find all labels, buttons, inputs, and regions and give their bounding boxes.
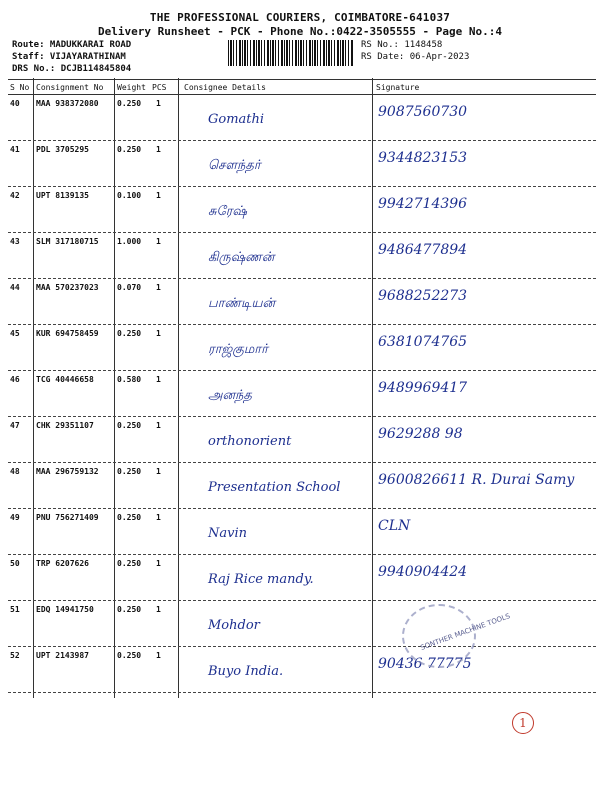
row-sno: 46	[10, 375, 20, 384]
rs-no: RS No.: 1148458	[361, 40, 443, 50]
row-sno: 42	[10, 191, 20, 200]
row-consignment: PDL 3705295	[36, 145, 89, 154]
col-sno: S No	[10, 83, 30, 92]
staff-label: Staff: VIJAYARATHINAM	[12, 52, 126, 62]
table-row	[8, 646, 596, 693]
consignee-name: சுரேஷ்	[208, 204, 247, 219]
row-pcs: 1	[156, 467, 161, 476]
stamp-text: SONTHER MACHINE TOOLS	[419, 612, 512, 652]
row-weight: 0.250	[117, 421, 142, 430]
signature: 9629288 98	[378, 426, 463, 442]
row-consignment: UPT 8139135	[36, 191, 89, 200]
row-sno: 51	[10, 605, 20, 614]
row-weight: 0.250	[117, 513, 142, 522]
consignee-name: Mohdor	[208, 618, 260, 633]
consignee-name: சௌந்தர்	[208, 158, 261, 173]
table-row	[8, 554, 596, 601]
row-pcs: 1	[156, 421, 161, 430]
row-consignment: CHK 29351107	[36, 421, 94, 430]
row-pcs: 1	[156, 237, 161, 246]
row-pcs: 1	[156, 99, 161, 108]
row-pcs: 1	[156, 329, 161, 338]
signature: 9087560730	[378, 104, 468, 120]
row-weight: 0.250	[117, 329, 142, 338]
col-consignee: Consignee Details	[184, 83, 266, 92]
row-weight: 0.250	[117, 651, 142, 660]
barcode	[228, 40, 354, 66]
table-row	[8, 94, 596, 141]
row-weight: 0.250	[117, 605, 142, 614]
row-consignment: PNU 756271409	[36, 513, 99, 522]
table-row	[8, 232, 596, 279]
row-sno: 40	[10, 99, 20, 108]
row-weight: 0.250	[117, 145, 142, 154]
row-consignment: TRP 6207626	[36, 559, 89, 568]
table-row	[8, 508, 596, 555]
row-sno: 48	[10, 467, 20, 476]
consignee-name: அனந்த	[208, 388, 252, 403]
signature: CLN	[378, 518, 411, 534]
table-row	[8, 324, 596, 371]
consignee-name: கிருஷ்ணன்	[208, 250, 275, 265]
row-pcs: 1	[156, 513, 161, 522]
signature: 9344823153	[378, 150, 468, 166]
table-row	[8, 278, 596, 325]
row-pcs: 1	[156, 559, 161, 568]
row-weight: 1.000	[117, 237, 142, 246]
runsheet-subtitle: Delivery Runsheet - PCK - Phone No.:0422-3505555 - Page No.:4	[98, 25, 502, 38]
signature: 9940904424	[378, 564, 468, 580]
row-consignment: MAA 570237023	[36, 283, 99, 292]
col-pcs: PCS	[152, 83, 167, 92]
consignee-name: பாண்டியன்	[208, 296, 276, 311]
row-consignment: KUR 694758459	[36, 329, 99, 338]
table-row	[8, 416, 596, 463]
col-consignment: Consignment No	[36, 83, 104, 92]
row-consignment: SLM 317180715	[36, 237, 99, 246]
row-sno: 52	[10, 651, 20, 660]
drs-label: DRS No.: DCJB114845804	[12, 64, 132, 74]
row-pcs: 1	[156, 145, 161, 154]
row-pcs: 1	[156, 191, 161, 200]
row-weight: 0.250	[117, 559, 142, 568]
col-signature: Signature	[376, 83, 420, 92]
row-pcs: 1	[156, 375, 161, 384]
row-sno: 44	[10, 283, 20, 292]
table-row	[8, 600, 596, 647]
consignee-name: Raj Rice mandy.	[208, 572, 314, 587]
signature: 9486477894	[378, 242, 468, 258]
signature: 6381074765	[378, 334, 468, 350]
consignee-name: orthonorient	[208, 434, 292, 449]
route-label: Route: MADUKKARAI ROAD	[12, 40, 132, 50]
row-sno: 41	[10, 145, 20, 154]
consignee-name: ராஜ்குமார்	[208, 342, 268, 357]
row-pcs: 1	[156, 605, 161, 614]
table-row	[8, 186, 596, 233]
signature: 9600826611 R. Durai Samy	[378, 472, 575, 488]
row-consignment: MAA 296759132	[36, 467, 99, 476]
row-pcs: 1	[156, 651, 161, 660]
consignee-name: Gomathi	[208, 112, 265, 127]
row-consignment: TCG 40446658	[36, 375, 94, 384]
row-weight: 0.250	[117, 467, 142, 476]
row-sno: 49	[10, 513, 20, 522]
row-sno: 45	[10, 329, 20, 338]
row-sno: 43	[10, 237, 20, 246]
signature: 9489969417	[378, 380, 468, 396]
row-sno: 50	[10, 559, 20, 568]
company-title: THE PROFESSIONAL COURIERS, COIMBATORE-641037	[149, 11, 451, 24]
table-row	[8, 140, 596, 187]
signature: 90436 77775	[378, 656, 472, 672]
row-weight: 0.100	[117, 191, 142, 200]
signature: 9688252273	[378, 288, 468, 304]
row-pcs: 1	[156, 283, 161, 292]
row-weight: 0.580	[117, 375, 142, 384]
consignee-name: Navin	[208, 526, 247, 541]
table-row	[8, 370, 596, 417]
row-weight: 0.070	[117, 283, 142, 292]
signature: 9942714396	[378, 196, 468, 212]
row-weight: 0.250	[117, 99, 142, 108]
row-consignment: EDQ 14941750	[36, 605, 94, 614]
consignee-name: Presentation School	[208, 480, 341, 495]
row-consignment: UPT 2143987	[36, 651, 89, 660]
row-consignment: MAA 938372080	[36, 99, 99, 108]
rs-date: RS Date: 06-Apr-2023	[361, 52, 470, 62]
table-row	[8, 462, 596, 509]
col-weight: Weight	[117, 83, 146, 92]
consignee-name: Buyo India.	[208, 664, 284, 679]
page-mark: 1	[512, 712, 534, 734]
row-sno: 47	[10, 421, 20, 430]
